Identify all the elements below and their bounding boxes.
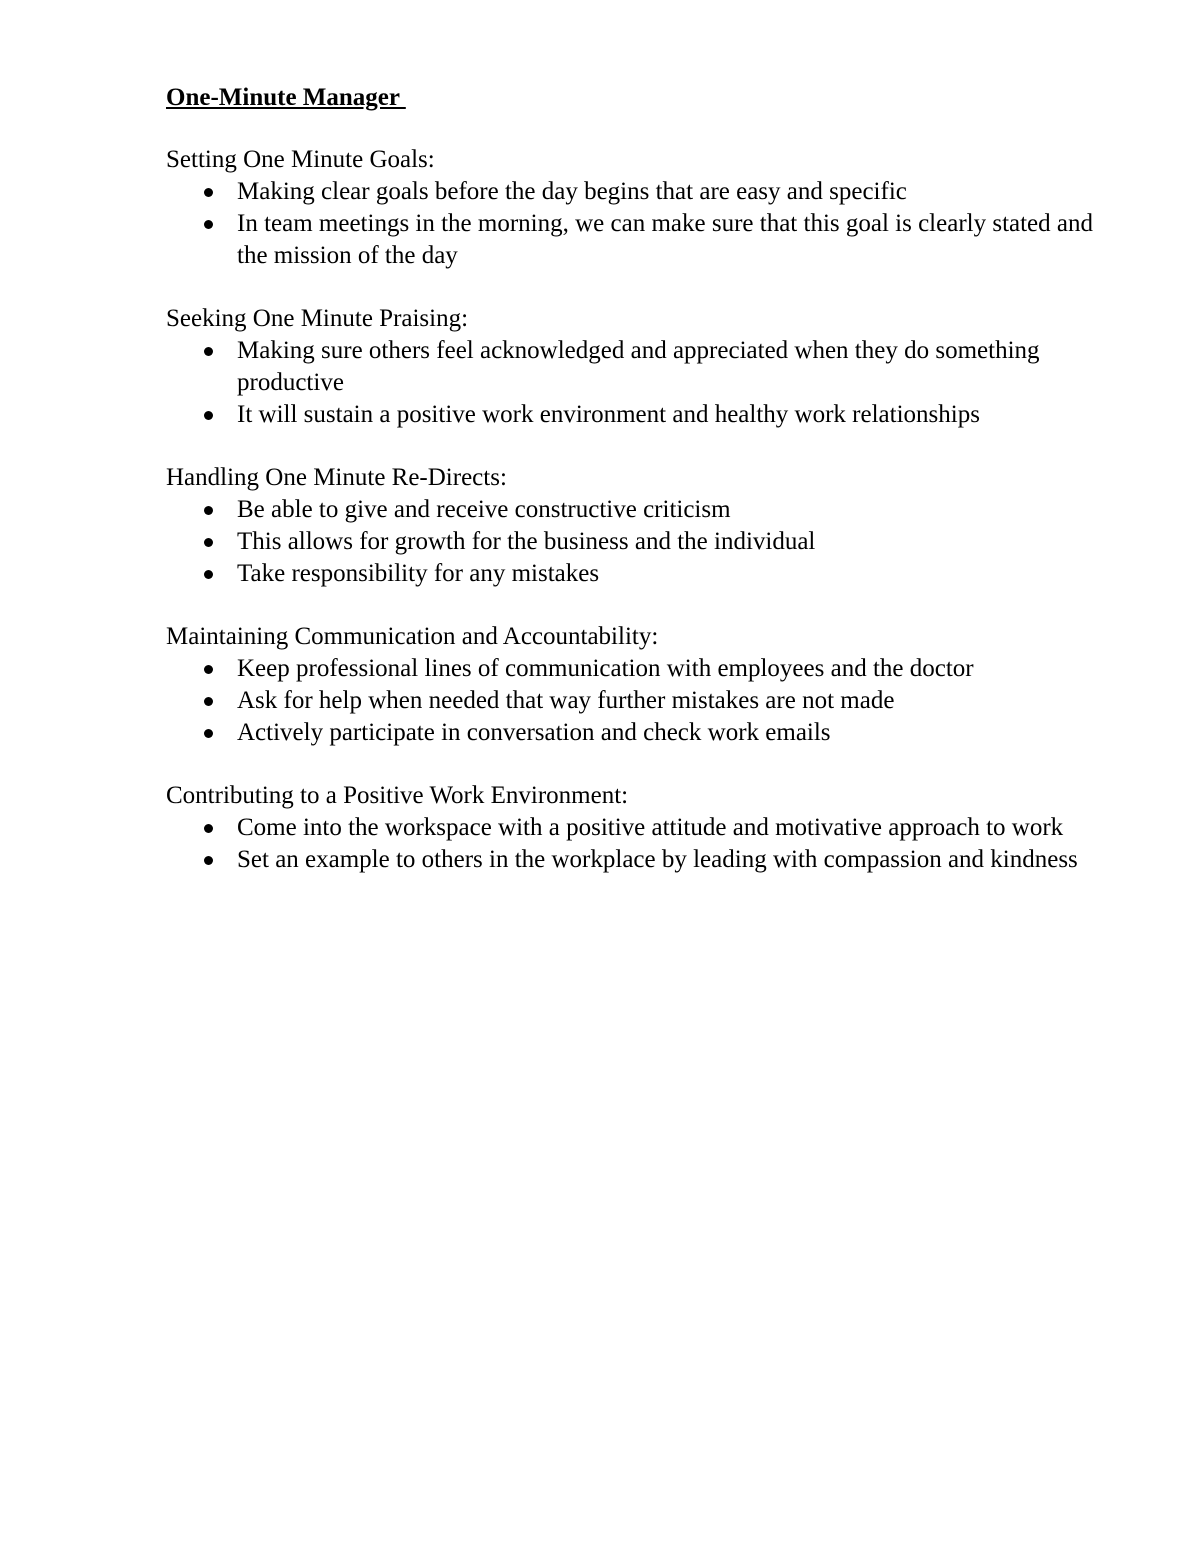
list-item-text: In team meetings in the morning, we can make sure that this goal is clearly stated and the mission of the day	[237, 210, 1093, 269]
section-heading: Contributing to a Positive Work Environment:	[166, 782, 629, 809]
list-item-text: It will sustain a positive work environment and healthy work relationships	[237, 401, 980, 428]
list-item	[166, 812, 1106, 844]
list-item	[166, 653, 1106, 685]
bullet-list	[166, 176, 1106, 272]
section-heading: Maintaining Communication and Accountability:	[166, 623, 659, 650]
list-item	[166, 844, 1106, 876]
bullet-icon	[204, 506, 213, 515]
bullet-icon	[204, 665, 213, 674]
section-handling-redirects	[166, 462, 1106, 590]
document-page	[166, 82, 1106, 907]
list-item	[166, 685, 1106, 717]
section-positive-environment	[166, 780, 1106, 876]
list-item-text: Keep professional lines of communication with employees and the doctor	[237, 655, 974, 682]
bullet-icon	[204, 570, 213, 579]
bullet-list	[166, 494, 1106, 590]
list-item	[166, 399, 1106, 431]
bullet-icon	[204, 411, 213, 420]
section-communication-accountability	[166, 621, 1106, 749]
bullet-icon	[204, 188, 213, 197]
bullet-list	[166, 335, 1106, 431]
list-item	[166, 558, 1106, 590]
list-item	[166, 526, 1106, 558]
bullet-icon	[204, 220, 213, 229]
bullet-list	[166, 653, 1106, 749]
list-item-text: Be able to give and receive constructive criticism	[237, 496, 731, 523]
list-item-text: Come into the workspace with a positive attitude and motivative approach to work	[237, 814, 1064, 841]
document-title: One-Minute Manager	[166, 84, 406, 111]
bullet-icon	[204, 347, 213, 356]
section-heading: Seeking One Minute Praising:	[166, 305, 469, 332]
section-heading: Setting One Minute Goals:	[166, 146, 435, 173]
list-item	[166, 176, 1106, 208]
bullet-icon	[204, 856, 213, 865]
list-item	[166, 494, 1106, 526]
list-item-text: Making sure others feel acknowledged and appreciated when they do something productive	[237, 337, 1040, 396]
bullet-icon	[204, 729, 213, 738]
list-item-text: Making clear goals before the day begins that are easy and specific	[237, 178, 907, 205]
bullet-icon	[204, 538, 213, 547]
list-item-text: Actively participate in conversation and check work emails	[237, 719, 831, 746]
list-item	[166, 335, 1106, 399]
list-item-text: Ask for help when needed that way further mistakes are not made	[237, 687, 895, 714]
bullet-icon	[204, 824, 213, 833]
section-setting-goals	[166, 144, 1106, 272]
bullet-list	[166, 812, 1106, 876]
list-item-text: This allows for growth for the business and the individual	[237, 528, 816, 555]
list-item	[166, 717, 1106, 749]
list-item-text: Set an example to others in the workplace by leading with compassion and kindness	[237, 846, 1078, 873]
bullet-icon	[204, 697, 213, 706]
section-seeking-praising	[166, 303, 1106, 431]
list-item-text: Take responsibility for any mistakes	[237, 560, 600, 587]
section-heading: Handling One Minute Re-Directs:	[166, 464, 507, 491]
list-item	[166, 208, 1106, 272]
